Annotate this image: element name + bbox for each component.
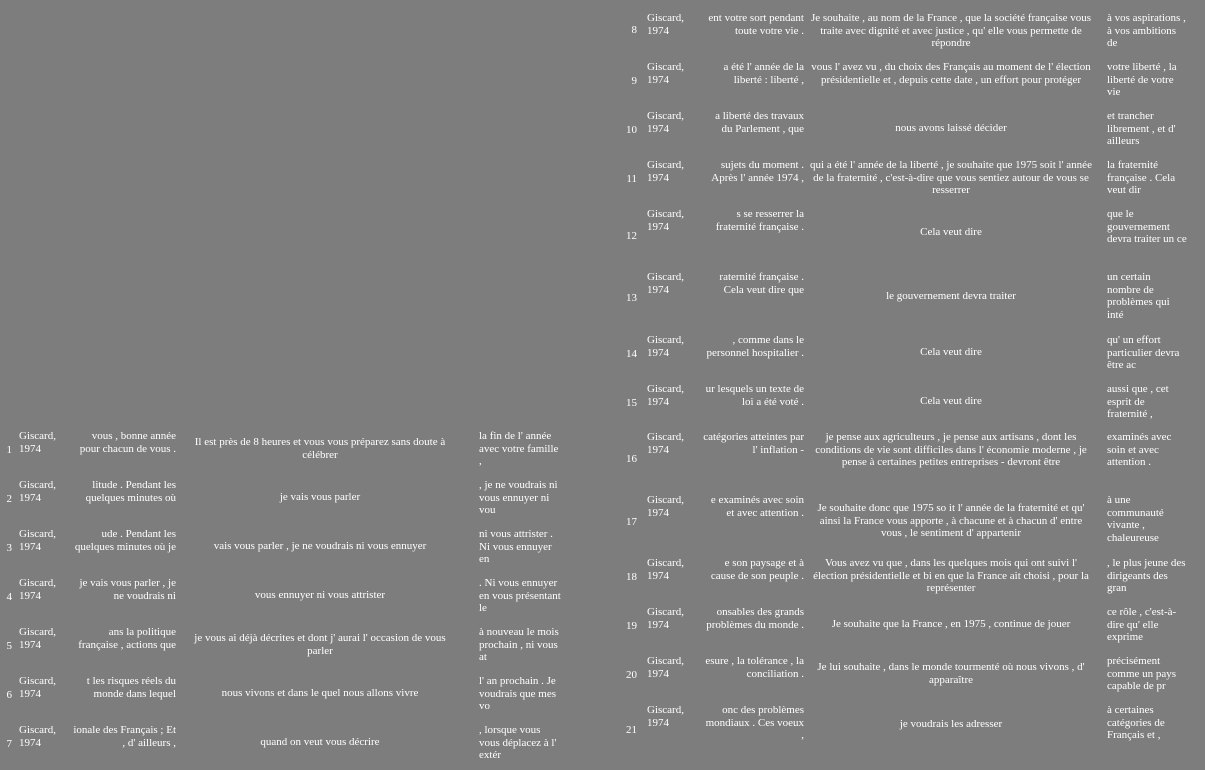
left-context: e examinés avec soin et avec attention .: [710, 494, 804, 519]
keyword-context: Je souhaite , au nom de la France , que la société française vous traite avec dignité et avec justice , qu' elle vous permette de répondre: [810, 12, 1092, 49]
row-number: 13: [626, 292, 637, 304]
keyword-context: Je souhaite donc que 1975 so it l' année de la fraternité et qu' ainsi la France vous apporte , à chacune et à chacun d' entre vous , le sentiment d' appartenir: [817, 502, 1085, 539]
left-context: a liberté des travaux du Parlement , que: [715, 110, 804, 135]
right-context: , lorsque vous vous déplacez à l' extér: [479, 724, 557, 761]
keyword-context: vais vous parler , je ne voudrais ni vous ennuyer: [213, 540, 427, 552]
right-context: . Ni vous ennuyer en vous présentant le: [479, 577, 561, 614]
left-context: raternité française . Cela veut dire que: [719, 271, 804, 296]
source-label: Giscard, 1974: [647, 110, 684, 135]
source-label: Giscard, 1974: [647, 334, 684, 359]
source-label: Giscard, 1974: [647, 704, 684, 729]
row-number: 5: [6, 640, 12, 652]
left-context: sujets du moment . Après l' année 1974 ,: [711, 159, 804, 184]
row-number: 7: [6, 738, 12, 750]
left-context: ionale des Français ; Et , d' ailleurs ,: [73, 724, 176, 749]
row-number: 17: [626, 516, 637, 528]
row-number: 9: [631, 75, 637, 87]
right-context: que le gouvernement devra traiter un ce: [1107, 208, 1187, 245]
source-label: Giscard, 1974: [647, 159, 684, 184]
row-number: 14: [626, 348, 637, 360]
keyword-context: qui a été l' année de la liberté , je souhaite que 1975 soit l' année de la fraternité , c'est-à-dire que vous sentiez autour de vous se resserrer: [810, 159, 1092, 196]
left-context: ent votre sort pendant toute votre vie .: [708, 12, 804, 37]
keyword-context: nous avons laissé décider: [895, 122, 1007, 134]
row-number: 8: [631, 24, 637, 36]
keyword-context: je pense aux agriculteurs , je pense aux artisans , dont les conditions de vie sont difficiles dans l' économie moderne , je pense à certaines petites entreprises - devront être: [815, 431, 1087, 468]
right-context: ce rôle , c'est-à-dire qu' elle exprime: [1107, 606, 1177, 643]
source-label: Giscard, 1974: [19, 430, 56, 455]
keyword-context: vous l' avez vu , du choix des Français au moment de l' élection présidentielle et , depuis cette date , un effort pour protéger: [811, 61, 1091, 86]
keyword-context: quand on veut vous décrire: [260, 736, 380, 748]
keyword-context: Cela veut dire: [920, 226, 982, 238]
keyword-context: Je souhaite que la France , en 1975 , continue de jouer: [831, 618, 1071, 630]
source-label: Giscard, 1974: [647, 606, 684, 631]
keyword-context: nous vivons et dans le quel nous allons vivre: [221, 687, 419, 699]
row-number: 6: [6, 689, 12, 701]
keyword-context: je vous ai déjà décrites et dont j' aurai l' occasion de vous parler: [194, 632, 446, 657]
keyword-context: Il est près de 8 heures et vous vous préparez sans doute à célébrer: [194, 436, 446, 461]
right-context: l' an prochain . Je voudrais que mes vo: [479, 675, 556, 712]
left-context: ude . Pendant les quelques minutes où je: [74, 528, 176, 553]
source-label: Giscard, 1974: [647, 271, 684, 296]
right-context: qu' un effort particulier devra être ac: [1107, 334, 1180, 371]
row-number: 10: [626, 124, 637, 136]
source-label: Giscard, 1974: [19, 675, 56, 700]
right-context: et trancher librement , et d' ailleurs: [1107, 110, 1176, 147]
source-label: Giscard, 1974: [19, 479, 56, 504]
source-label: Giscard, 1974: [19, 577, 56, 602]
keyword-context: vous ennuyer ni vous attrister: [254, 589, 386, 601]
source-label: Giscard, 1974: [647, 557, 684, 582]
source-label: Giscard, 1974: [647, 655, 684, 680]
row-number: 20: [626, 669, 637, 681]
row-number: 1: [6, 444, 12, 456]
left-context: litude . Pendant les quelques minutes où: [85, 479, 176, 504]
left-context: e son paysage et à cause de son peuple .: [710, 557, 804, 582]
right-context: la fin de l' année avec votre famille ,: [479, 430, 559, 467]
source-label: Giscard, 1974: [19, 626, 56, 651]
row-number: 11: [626, 173, 637, 185]
right-context: examinés avec soin et avec attention .: [1107, 431, 1172, 468]
keyword-context: Je lui souhaite , dans le monde tourmenté où nous vivons , d' apparaître: [817, 661, 1085, 686]
source-label: Giscard, 1974: [647, 494, 684, 519]
right-context: à une communauté vivante , chaleureuse: [1107, 494, 1164, 544]
right-context: la fraternité française . Cela veut dir: [1107, 159, 1176, 196]
left-context: ans la politique française , actions que: [78, 626, 176, 651]
row-number: 3: [6, 542, 12, 554]
source-label: Giscard, 1974: [19, 724, 56, 749]
left-context: ur lesquels un texte de loi a été voté .: [705, 383, 804, 408]
row-number: 12: [626, 230, 637, 242]
left-context: onc des problèmes mondiaux . Ces voeux ,: [705, 704, 804, 741]
keyword-context: Vous avez vu que , dans les quelques mois qui ont suivi l' élection présidentielle et bi en que la France ait choisi , pour la représenter: [813, 557, 1089, 594]
right-context: à vos aspirations , à vos ambitions de: [1107, 12, 1186, 49]
left-context: catégories atteintes par l' inflation -: [703, 431, 804, 456]
source-label: Giscard, 1974: [647, 431, 684, 456]
source-label: Giscard, 1974: [647, 383, 684, 408]
right-context: , je ne voudrais ni vous ennuyer ni vou: [479, 479, 558, 516]
keyword-context: le gouvernement devra traiter: [886, 290, 1016, 302]
row-number: 19: [626, 620, 637, 632]
right-context: , le plus jeune des dirigeants des gran: [1107, 557, 1186, 594]
right-context: aussi que , cet esprit de fraternité ,: [1107, 383, 1169, 420]
source-label: Giscard, 1974: [19, 528, 56, 553]
row-number: 4: [6, 591, 12, 603]
keyword-context: Cela veut dire: [920, 346, 982, 358]
keyword-context: Cela veut dire: [920, 395, 982, 407]
right-context: un certain nombre de problèmes qui inté: [1107, 271, 1170, 321]
row-number: 18: [626, 571, 637, 583]
right-context: ni vous attrister . Ni vous ennuyer en: [479, 528, 553, 565]
left-context: esure , la tolérance , la conciliation .: [705, 655, 804, 680]
left-context: , comme dans le personnel hospitalier .: [706, 334, 804, 359]
row-number: 15: [626, 397, 637, 409]
source-label: Giscard, 1974: [647, 12, 684, 37]
row-number: 21: [626, 724, 637, 736]
left-context: onsables des grands problèmes du monde .: [706, 606, 804, 631]
keyword-context: je vais vous parler: [279, 491, 361, 503]
right-context: votre liberté , la liberté de votre vie: [1107, 61, 1177, 98]
row-number: 16: [626, 453, 637, 465]
right-context: à certaines catégories de Français et ,: [1107, 704, 1165, 741]
left-context: vous , bonne année pour chacun de vous .: [79, 430, 176, 455]
source-label: Giscard, 1974: [647, 208, 684, 233]
left-context: je vais vous parler , je ne voudrais ni: [79, 577, 176, 602]
source-label: Giscard, 1974: [647, 61, 684, 86]
right-context: précisément comme un pays capable de pr: [1107, 655, 1177, 692]
left-context: t les risques réels du monde dans lequel: [86, 675, 176, 700]
left-context: s se resserrer la fraternité française .: [715, 208, 804, 233]
keyword-context: je voudrais les adresser: [899, 718, 1003, 730]
row-number: 2: [6, 493, 12, 505]
right-context: à nouveau le mois prochain , ni vous at: [479, 626, 559, 663]
left-context: a été l' année de la liberté : liberté ,: [723, 61, 804, 86]
